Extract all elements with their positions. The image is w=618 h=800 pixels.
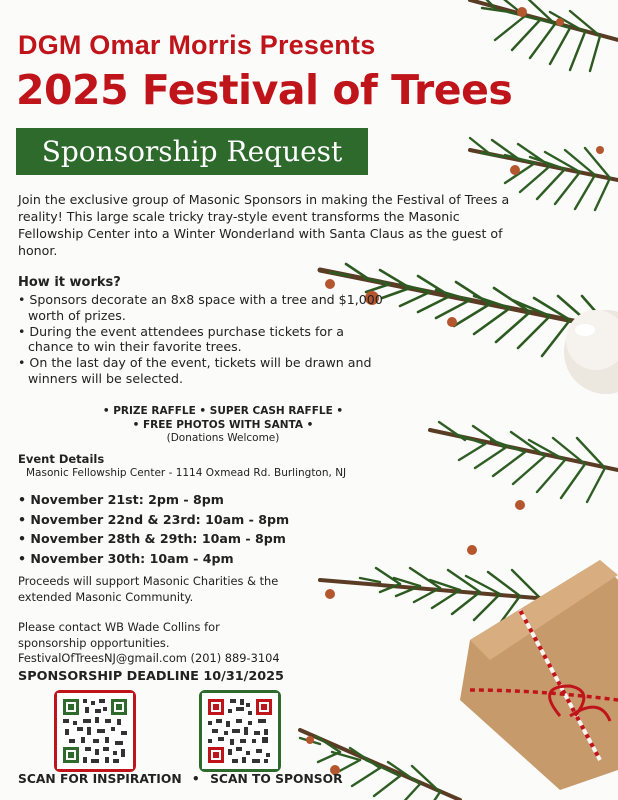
date-item: • November 28th & 29th: 10am - 8pm [18,531,286,546]
raffle-line: • PRIZE RAFFLE • SUPER CASH RAFFLE • [102,405,344,417]
contact-email-phone[interactable]: FestivalOfTreesNJ@gmail.com (201) 889-3104 [18,651,280,665]
qr-code-sponsor[interactable] [199,690,281,772]
scan-separator: • [191,772,200,786]
contact-line: Please contact WB Wade Collins for [18,620,220,634]
intro-paragraph: Join the exclusive group of Masonic Sponsors in making the Festival of Trees a reality! This large scale tricky tray-style event transforms the Masonic Fellowship Center into a Winter Wonderland with Santa Claus as the guest of honor. [18,192,510,258]
event-address: Masonic Fellowship Center - 1114 Oxmead Rd. Burlington, NJ [26,467,347,479]
event-details-heading: Event Details [18,452,105,466]
event-dates [18,490,289,568]
date-item: • November 30th: 10am - 4pm [18,550,234,566]
contact-info [18,620,318,667]
scan-sponsor-label: SCAN TO SPONSOR [210,772,343,786]
date-item: • November 22nd & 23rd: 10am - 8pm [18,511,290,527]
raffle-line: • FREE PHOTOS WITH SANTA • [132,418,314,431]
date-item: • November 21st: 2pm - 8pm [18,492,224,507]
how-item: • During the event attendees purchase tickets for a chance to win their favorite trees. [18,323,344,355]
scan-inspiration-label: SCAN FOR INSPIRATION [18,772,182,786]
how-item: • On the last day of the event, tickets will be drawn and winners will be selected. [18,355,372,386]
qr-code-icon [202,693,278,769]
sponsorship-banner: Sponsorship Request [16,128,368,175]
proceeds-note: Proceeds will support Masonic Charities & the extended Masonic Community. [18,574,279,604]
scan-labels [18,772,343,786]
how-item: • Sponsors decorate an 8x8 space with a tree and $1,000 worth of prizes. [18,292,383,323]
raffle-info [18,405,428,446]
how-it-works-heading: How it works? [18,275,121,290]
event-title: 2025 Festival of Trees [16,66,513,114]
contact-line: sponsorship opportunities. [18,635,170,650]
sponsorship-deadline: SPONSORSHIP DEADLINE 10/31/2025 [18,669,284,684]
how-it-works-list [18,292,388,387]
qr-code-inspiration[interactable] [54,690,136,772]
raffle-note: (Donations Welcome) [166,432,280,444]
qr-code-icon [57,693,133,769]
presenter-line: DGM Omar Morris Presents [18,30,376,60]
